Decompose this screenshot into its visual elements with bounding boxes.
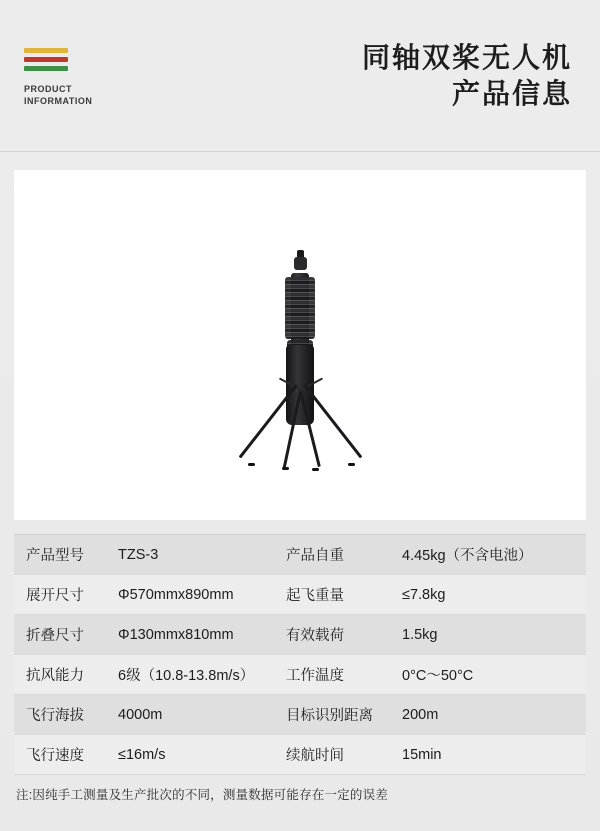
spec-value: 15min [402, 746, 442, 763]
table-row [14, 575, 586, 615]
table-row [14, 655, 586, 695]
spec-key: 飞行速度 [26, 748, 84, 764]
brand-label-product: PRODUCT [24, 84, 72, 94]
drone-illustration [14, 170, 586, 520]
table-row [14, 615, 586, 655]
spec-key: 折叠尺寸 [26, 628, 84, 644]
product-image-panel [14, 170, 586, 520]
spec-value: 4.45kg（不含电池） [402, 548, 533, 564]
spec-key: 产品型号 [26, 548, 84, 564]
table-row [14, 695, 586, 735]
drone-foot-3 [312, 468, 319, 471]
drone-foot-2 [248, 463, 255, 466]
spec-key: 产品自重 [286, 548, 344, 564]
spec-key: 有效载荷 [286, 628, 344, 644]
spec-table [14, 534, 586, 775]
brand-block [24, 48, 92, 107]
page-title [362, 40, 576, 112]
drone-foot-1 [348, 463, 355, 466]
spec-value: 1.5kg [402, 626, 438, 643]
drone-foot-4 [282, 467, 289, 470]
drone-top-module [294, 257, 307, 270]
page-title-line-1: 同轴双桨无人机 [361, 41, 572, 73]
spec-value: ≤16m/s [118, 746, 166, 763]
spec-value: Φ130mmx810mm [118, 626, 234, 643]
spec-value: ≤7.8kg [402, 586, 446, 603]
spec-key: 工作温度 [286, 668, 344, 684]
spec-value: 0°C～50°C [402, 668, 474, 684]
drone-folded-propellers-upper [285, 277, 315, 339]
spec-key: 目标识别距离 [286, 708, 373, 724]
logo-bar-green [24, 66, 68, 71]
page-title-line-2: 产品信息 [451, 77, 572, 109]
spec-key: 飞行海拔 [26, 708, 84, 724]
spec-value: Φ570mmx890mm [118, 586, 234, 603]
footnote: 注:因纯手工测量及生产批次的不同，测量数据可能存在一定的误差 [16, 788, 388, 802]
table-row [14, 535, 586, 575]
table-row [14, 735, 586, 775]
spec-key: 展开尺寸 [26, 588, 84, 604]
logo-bar-yellow [24, 48, 68, 53]
logo-bar-red [24, 57, 68, 62]
spec-key: 抗风能力 [26, 668, 84, 684]
spec-value: 6级（10.8-13.8m/s） [118, 668, 255, 684]
brand-logo-icon [24, 48, 68, 71]
spec-key: 续航时间 [286, 748, 344, 764]
spec-value: TZS-3 [118, 546, 159, 563]
page-header [0, 0, 600, 152]
spec-value: 200m [402, 706, 439, 723]
brand-label-information: INFORMATION [24, 96, 93, 106]
spec-key: 起飞重量 [286, 588, 344, 604]
spec-value: 4000m [118, 706, 163, 723]
drone-graphic [190, 195, 410, 495]
